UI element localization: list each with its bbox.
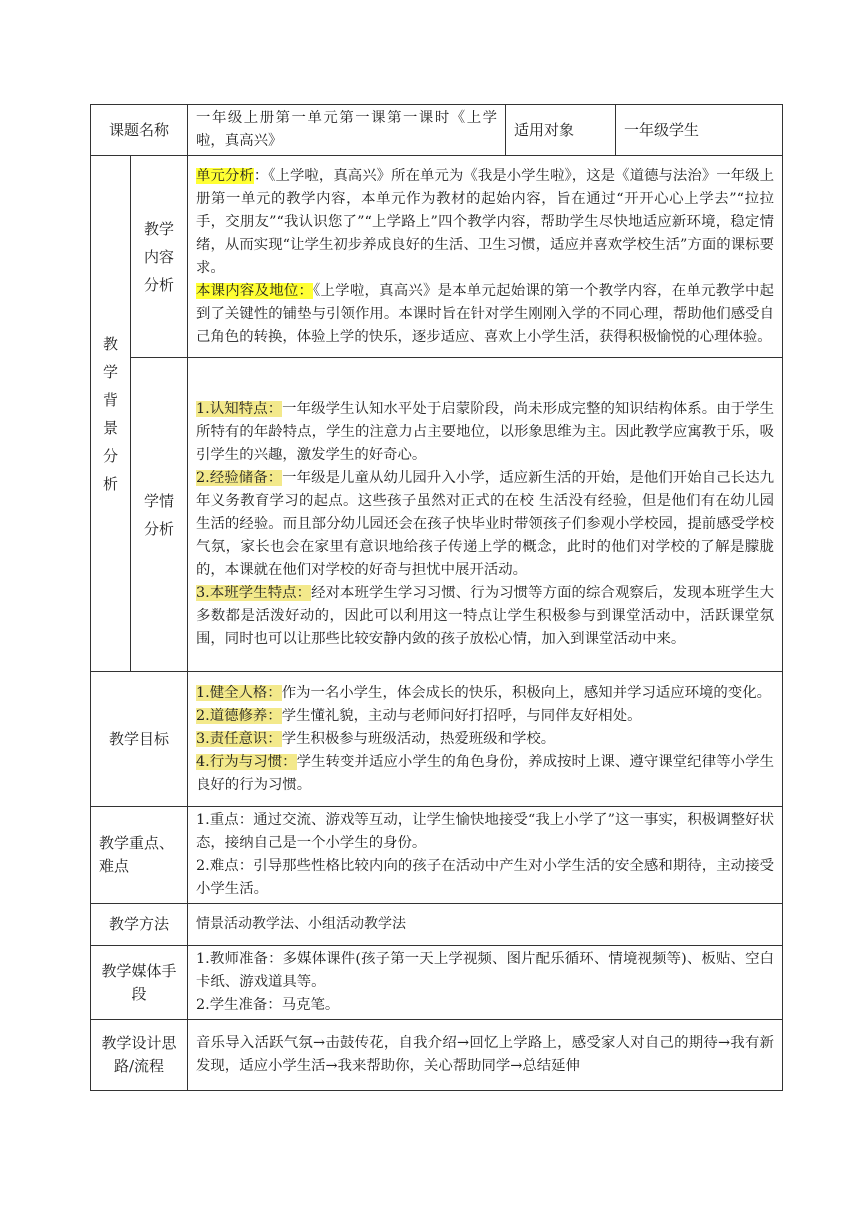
cognitive-traits-key: 1.认知特点： [196, 401, 283, 417]
unit-analysis-text: ：《上学啦，真高兴》所在单元为《我是小学生啦》，这是《道德与法治》一年级上册第一单元的教学内容，本单元作为教材的起始内容，旨在通过“开开心心上学去”“拉拉手，交朋友”“我认识您了”“上学路上”四个教学内容，帮助学生尽快地适应新环境，稳定情绪，从而实现“让学生初步养成良好的生活、卫生习惯，适应并喜欢学校生活”方面的课标要求。 [196, 167, 775, 276]
cognitive-traits [196, 398, 774, 467]
learner-label [131, 358, 188, 672]
goal-1 [196, 682, 774, 705]
keypoints-row [91, 807, 783, 904]
media-label: 教学媒体手段 [91, 946, 188, 1020]
goal-4-text: 学生转变并适应小学生的角色身份，养成按时上课、遵守课堂纪律等小学生良好的行为习惯。 [196, 753, 775, 793]
method-label: 教学方法 [91, 904, 188, 946]
content-analysis [188, 156, 783, 358]
goals-label: 教学目标 [91, 672, 188, 807]
lesson-position-text: 《上学啦，真高兴》是本单元起始课的第一个教学内容，在单元教学中起到了关键性的铺垫与引领作用。本课时旨在针对学生刚刚入学的不同心理，帮助他们感受自己角色的转换，体验上学的快乐，逐步适应、喜欢上小学生活，获得积极愉悦的心理体验。 [196, 282, 775, 345]
experience [196, 467, 774, 582]
goal-4-key: 4.行为与习惯： [196, 753, 297, 770]
keypoints [188, 807, 783, 904]
unit-analysis-key: 单元分析 [196, 167, 254, 184]
topic-label: 课题名称 [91, 105, 188, 156]
goal-3 [196, 728, 774, 751]
cognitive-traits-text: 一年级学生认知水平处于启蒙阶段，尚未形成完整的知识结构体系。由于学生所特有的年龄特点，学生的注意力占主要地位，以形象思维为主。因此教学应寓教于乐，吸引学生的兴趣，激发学生的好奇心。 [196, 401, 775, 463]
goal-2 [196, 705, 774, 728]
target-label: 适用对象 [506, 105, 616, 156]
content-analysis-row [91, 156, 783, 358]
design-value: 音乐导入活跃气氛→击鼓传花，自我介绍→回忆上学路上，感受家人对自己的期待→我有新发现，适应小学生活→我来帮助你，关心帮助同学→总结延伸 [188, 1020, 783, 1091]
goal-3-text: 学生积极参与班级活动，热爱班级和学校。 [281, 730, 556, 747]
goal-2-text: 学生懂礼貌，主动与老师问好打招呼，与同伴友好相处。 [281, 707, 642, 724]
teacher-prep: 1.教师准备：多媒体课件(孩子第一天上学视频、图片配乐循环、情境视频等)、板贴、空白卡纸、游戏道具等。 [196, 951, 775, 990]
media-row [91, 946, 783, 1020]
lesson-position [196, 280, 774, 349]
learner-analysis [188, 358, 783, 672]
goals [188, 672, 783, 807]
goal-1-text: 作为一名小学生，体会成长的快乐，积极向上，感知并学习适应环境的变化。 [281, 684, 771, 701]
keypoints-label: 教学重点、难点 [91, 807, 188, 904]
content-label [131, 156, 188, 358]
lesson-position-key: 本课内容及地位： [196, 282, 314, 299]
goal-4 [196, 751, 774, 797]
method-row [91, 904, 783, 946]
goal-1-key: 1.健全人格： [196, 684, 282, 701]
topic-value: 一年级上册第一单元第一课第一课时《上学啦，真高兴》 [188, 105, 506, 156]
method-value: 情景活动教学法、小组活动教学法 [188, 904, 783, 946]
class-traits-text: 经对本班学生学习习惯、行为习惯等方面的综合观察后，发现本班学生大多数都是活泼好动的，因此可以利用这一特点让学生积极参与到课堂活动中，活跃课堂氛围，同时也可以让那些比较安静内敛的孩子放松心情，加入到课堂活动中来。 [196, 585, 775, 647]
goals-row [91, 672, 783, 807]
media [188, 946, 783, 1020]
class-traits [196, 582, 774, 651]
background-label [91, 156, 131, 672]
unit-analysis [196, 165, 774, 280]
experience-key: 2.经验储备： [196, 470, 283, 486]
keypoint-focus: 1.重点：通过交流、游戏等互动，让学生愉快地接受“我上小学了”这一事实，积极调整好状态，接纳自己是一个小学生的身份。 [196, 812, 775, 851]
learner-label-text: 学情分析 [143, 491, 174, 538]
lesson-plan-table [90, 104, 783, 1091]
experience-text: 一年级是儿童从幼儿园升入小学，适应新生活的开始，是他们开始自己长达九年义务教育学习的起点。这些孩子虽然对正式的在校 生活没有经验，但是他们有在幼儿园生活的经验。而且部分幼儿园还会在孩子快毕业时带领孩子们参观小学校园，提前感受学校气氛，家长也会在家里有意识地给孩子传递上学的概念，此时的他们对学校的了解是朦胧的，本课就在他们对学校的好奇与担忧中展开活动。 [196, 470, 775, 578]
learner-analysis-row [91, 358, 783, 672]
goal-3-key: 3.责任意识： [196, 730, 282, 747]
goal-2-key: 2.道德修养： [196, 707, 282, 724]
student-prep: 2.学生准备：马克笔。 [196, 997, 340, 1013]
class-traits-key: 3.本班学生特点： [196, 585, 312, 601]
design-row [91, 1020, 783, 1091]
design-label: 教学设计思路/流程 [91, 1020, 188, 1091]
background-label-text: 教学背景分析 [102, 334, 118, 493]
target-value: 一年级学生 [616, 105, 783, 156]
topic-row [91, 105, 783, 156]
keypoint-difficulty: 2.难点：引导那些性格比较内向的孩子在活动中产生对小学生活的安全感和期待，主动接受小学生活。 [196, 858, 775, 897]
content-label-text: 教学内容分析 [143, 219, 174, 294]
